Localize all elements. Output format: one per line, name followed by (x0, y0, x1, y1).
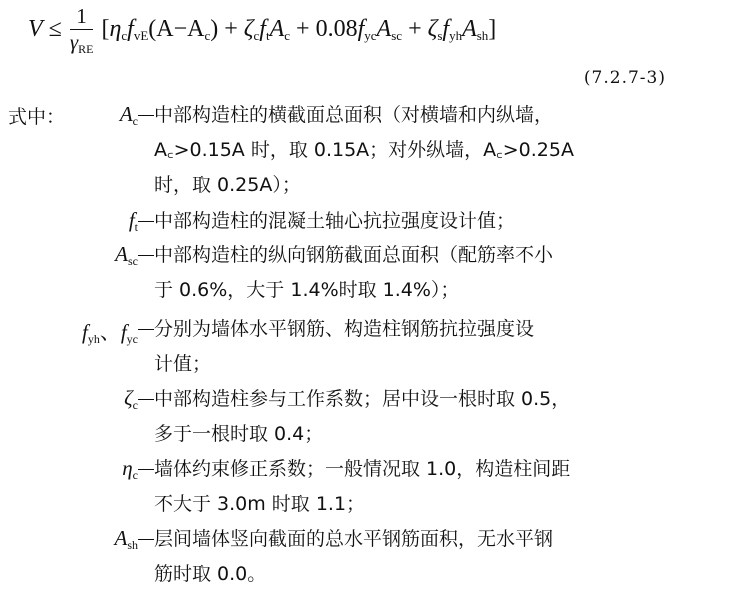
definition-dash (138, 221, 154, 222)
formula-part: f (127, 16, 134, 43)
equation-number: (7.2.7-3) (583, 68, 666, 88)
formula-lhs: V (28, 16, 43, 43)
formula-part: s (437, 28, 443, 44)
definition-dash (138, 115, 154, 116)
formula-part: yc (364, 28, 377, 44)
formula-part: + (402, 16, 428, 43)
formula-part: A (376, 16, 392, 43)
definition-text-line: 不大于 3.0m 时取 1.1； (154, 493, 366, 515)
definition-symbol: $A_c$ (119, 102, 138, 128)
definition-symbol: $A_{sc}$ (115, 242, 138, 268)
definition-text-line: 中部构造柱的横截面总面积（对横墙和内纵墙， (154, 104, 554, 126)
formula-part: A (462, 16, 477, 43)
fraction-numerator: 1 (70, 6, 94, 30)
formula-part: + 0.08 (290, 16, 358, 43)
formula-part: A (269, 16, 285, 43)
formula-part: (A−A (148, 16, 205, 43)
formula-part: yh (449, 28, 463, 44)
formula-part: sc (391, 28, 403, 44)
formula-part: c (204, 28, 211, 44)
main-formula (28, 6, 496, 55)
formula-part: ζ (427, 16, 438, 43)
formula-part: ζ (243, 16, 254, 43)
fraction-denominator: $\gamma_{RE}$ (69, 30, 94, 56)
formula-part: c (253, 28, 260, 44)
formula-part: f (259, 16, 266, 43)
formula-part: f (357, 16, 365, 43)
formula-part: t (265, 28, 270, 44)
definition-symbol: $f_{yh}$、$f_{yc}$ (81, 320, 138, 346)
definition-text-line: 中部构造柱参与工作系数；居中设一根时取 0.5， (154, 388, 571, 410)
definition-text-line: 多于一根时取 0.4； (154, 423, 324, 445)
definition-text-line: 墙体约束修正系数；一般情况取 1.0，构造柱间距 (154, 458, 571, 480)
definition-text-line: 筋时取 0.0。 (154, 563, 267, 585)
where-label: 式中： (8, 106, 66, 128)
formula-part: [ (101, 16, 110, 43)
formula-leq: ≤ (48, 16, 62, 43)
formula-part: ] (488, 16, 497, 43)
definition-symbol: $\zeta_c$ (124, 386, 138, 412)
definition-text-line: 中部构造柱的混凝土轴心抗拉强度设计值； (154, 210, 516, 232)
definition-text-line: 计值； (154, 353, 212, 375)
formula-part: f (442, 16, 450, 43)
formula-body (101, 16, 496, 42)
definition-dash (138, 539, 154, 540)
definition-symbol: $\eta_c$ (122, 456, 138, 482)
formula-part: sh (476, 28, 489, 44)
definition-dash (138, 399, 154, 400)
definition-text-line: 于 0.6%，大于 1.4%时取 1.4%）； (154, 279, 460, 301)
formula-part: vE (133, 28, 149, 44)
definition-dash (138, 469, 154, 470)
definition-text-line: 分别为墙体水平钢筋、构造柱钢筋抗拉强度设 (154, 318, 535, 340)
definition-text-line: A꜀>0.15A 时，取 0.15A；对外纵墙，A꜀>0.25A (154, 139, 574, 161)
definition-dash (138, 329, 154, 330)
formula-part: c (284, 28, 291, 44)
formula-part: c (121, 28, 128, 44)
definition-text-line: 层间墙体竖向截面的总水平钢筋面积，无水平钢 (154, 528, 554, 550)
formula-part: η (109, 16, 122, 43)
formula-part: ) + (210, 16, 244, 43)
definition-text-line: 时，取 0.25A）； (154, 174, 301, 196)
formula-fraction (70, 6, 94, 55)
definition-text-line: 中部构造柱的纵向钢筋截面总面积（配筋率不小 (154, 244, 554, 266)
definition-dash (138, 255, 154, 256)
definition-symbol: $A_{sh}$ (114, 526, 138, 552)
definition-symbol: $f_t$ (128, 208, 138, 234)
